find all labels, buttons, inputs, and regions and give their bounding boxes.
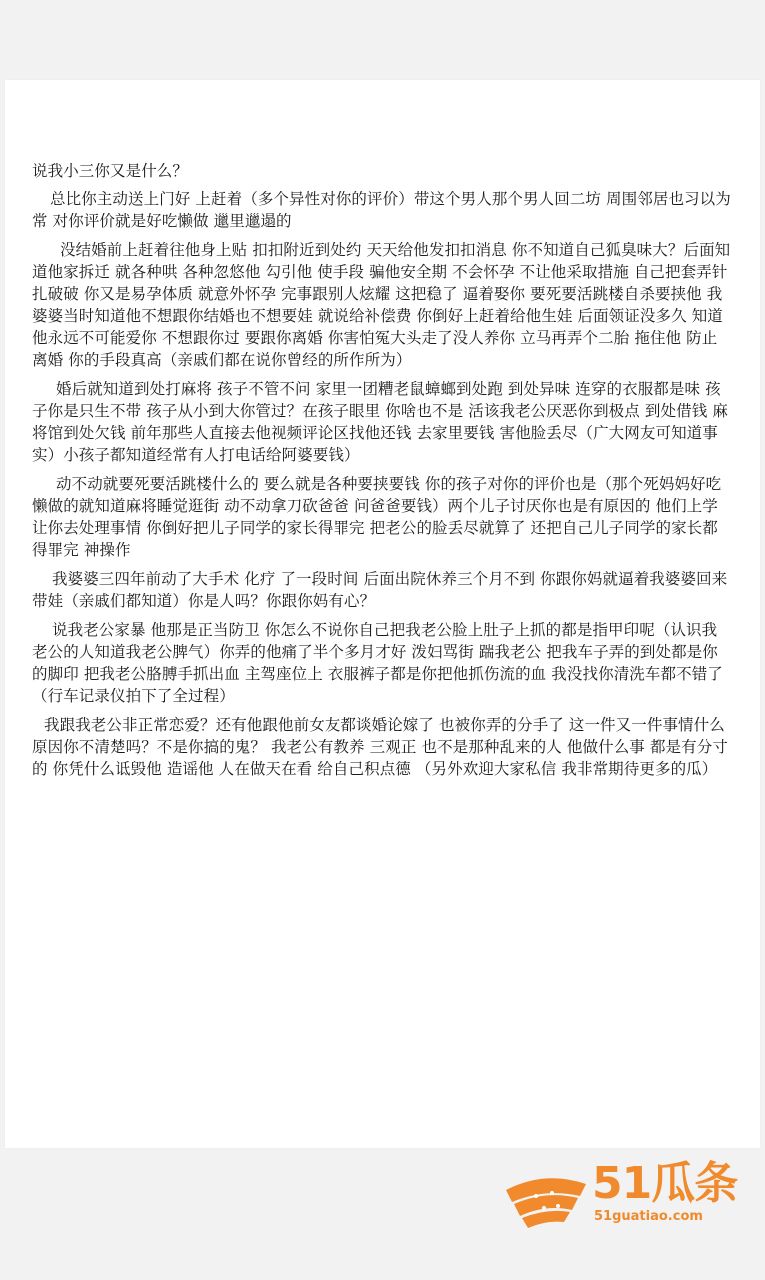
paragraph-5: 我婆婆三四年前动了大手术 化疗 了一段时间 后面出院休养三个月不到 你跟你妈就逼着我婆婆回来带娃（亲戚们都知道）你是人吗？你跟你妈有心？ <box>32 570 728 610</box>
watermark-url: 51guatiao.com <box>594 1209 703 1224</box>
document-body <box>32 160 732 787</box>
watermark-brand: 51瓜条 <box>592 1158 738 1209</box>
watermelon-slice-icon <box>500 1160 590 1235</box>
document-title: 说我小三你又是什么？ <box>32 162 189 180</box>
watermark <box>500 1152 745 1242</box>
paragraph-7: 我跟我老公非正常恋爱？还有他跟他前女友都谈婚论嫁了 也被你弄的分手了 这一件又一件事情什么原因你不清楚吗？不是你搞的鬼？ 我老公有教养 三观正 也不是那种乱来的人 他做什么事 都是有分寸的 你凭什么诋毁他 造谣他 人在做天在看 给自己积点德 （另外欢迎大家私信 我非常期待更多的瓜） <box>32 716 728 778</box>
paragraph-4: 动不动就要死要活跳楼什么的 要么就是各种要挟要钱 你的孩子对你的评价也是（那个死妈妈好吃懒做的就知道麻将睡觉逛街 动不动拿刀砍爸爸 问爸爸要钱）两个儿子讨厌你也是有原因的 他们上学 让你去处理事情 你倒好把儿子同学的家长得罪完 把老公的脸丢尽就算了 还把自己儿子同学的家长都得罪完 神操作 <box>32 475 722 559</box>
paragraph-1: 总比你主动送上门好 上赶着（多个异性对你的评价）带这个男人那个男人回二坊 周围邻居也习以为常 对你评价就是好吃懒做 邋里邋遢的 <box>32 190 731 230</box>
paragraph-2: 没结婚前上赶着往他身上贴 扣扣附近到处约 天天给他发扣扣消息 你不知道自己狐臭味大？后面知道他家拆迁 就各种哄 各种忽悠他 勾引他 使手段 骗他安全期 不会怀孕 不让他采取措施 自己把套弄针扎破破 你又是易孕体质 就意外怀孕 完事跟别人炫耀 这把稳了 逼着娶你 要死要活跳楼自杀要挟他 我婆婆当时知道他不想跟你结婚也不想要娃 就说给补偿费 你倒好上赶着给他生娃 后面领证没多久 知道他永远不可能爱你 不想跟你过 要跟你离婚 你害怕冤大头走了没人养你 立马再弄个二胎 拖住他 防止离婚 你的手段真高（亲戚们都在说你曾经的所作所为） <box>32 241 731 369</box>
paragraph-6: 说我老公家暴 他那是正当防卫 你怎么不说你自己把我老公脸上肚子上抓的都是指甲印呢（认识我老公的人知道我老公脾气）你弄的他痛了半个多月才好 泼妇骂街 踹我老公 把我车子弄的到处都是你的脚印 把我老公胳膊手抓出血 主驾座位上 衣服裤子都是你把他抓伤流的血 我没找你清洗车都不错了（行车记录仪拍下了全过程） <box>32 621 723 705</box>
paragraph-3: 婚后就知道到处打麻将 孩子不管不问 家里一团糟老鼠蟑螂到处跑 到处异味 连穿的衣服都是味 孩子你是只生不带 孩子从小到大你管过？在孩子眼里 你啥也不是 活该我老公厌恶你到极点 到处借钱 麻将馆到处欠钱 前年那些人直接去他视频评论区找他还钱 去家里要钱 害他脸丢尽（广大网友可知道事实）小孩子都知道经常有人打电话给阿婆要钱） <box>32 380 728 464</box>
